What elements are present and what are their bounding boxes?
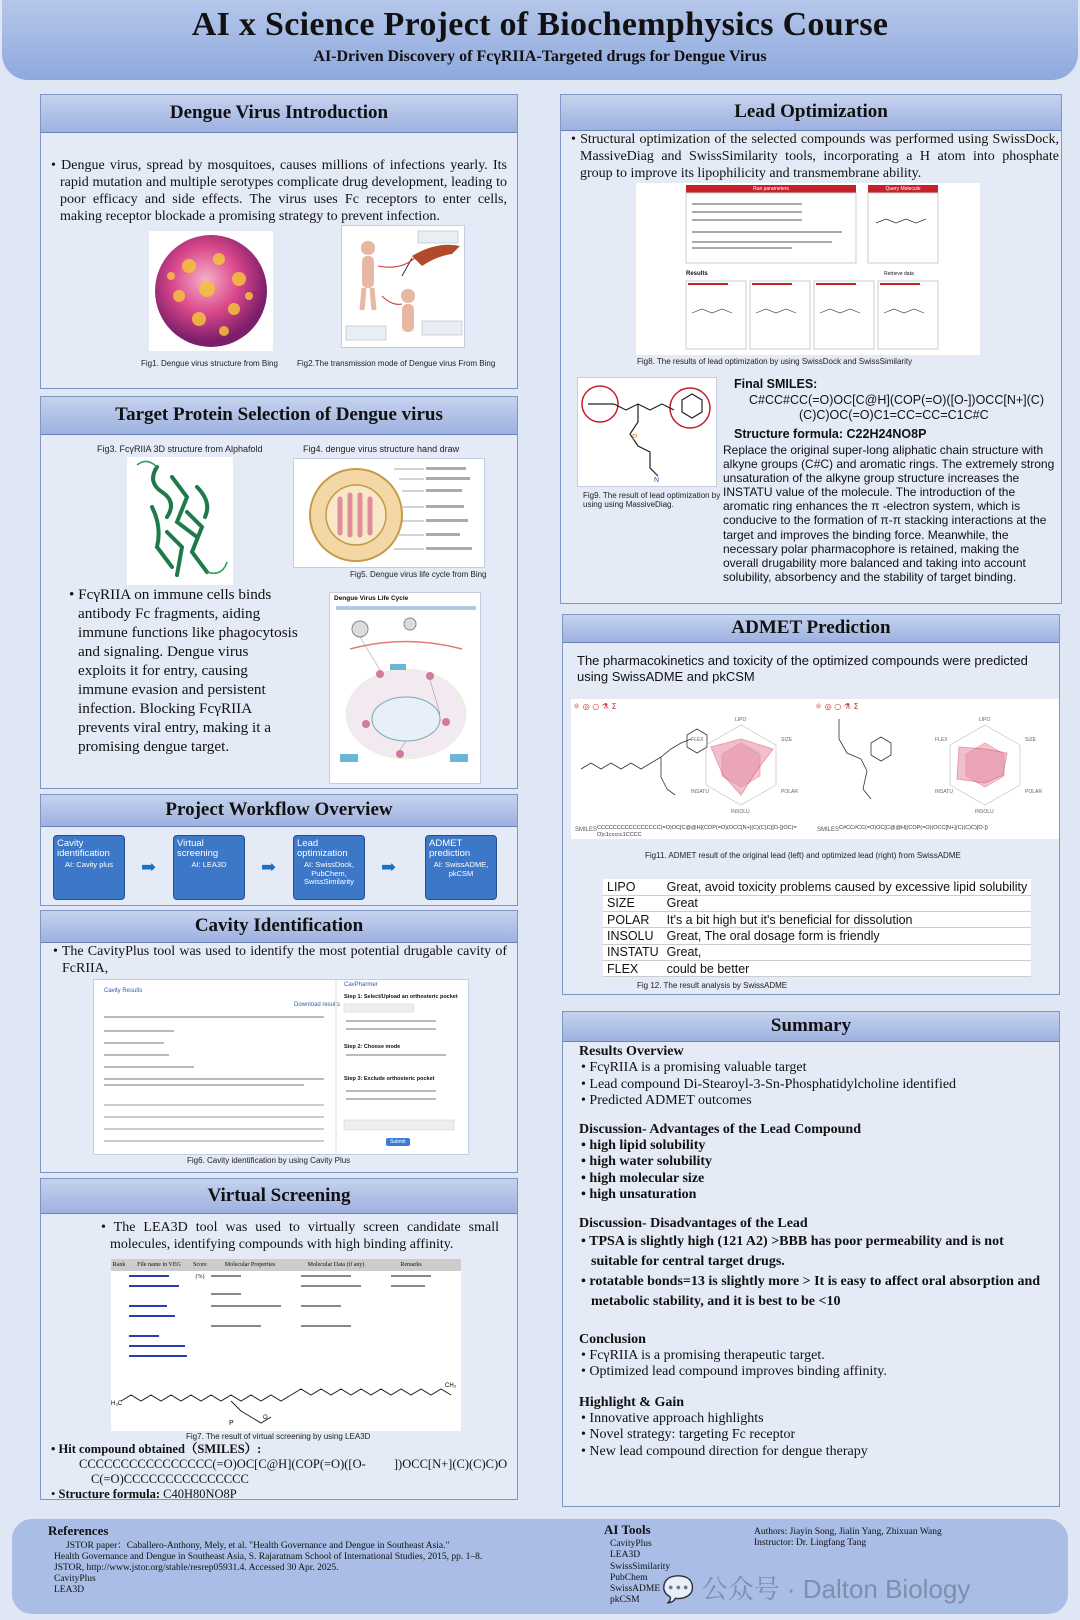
admet-property: LIPO (603, 879, 663, 895)
reference-line: Health Governance and Dengue in Southeast Asia, S. Rajaratnam School of International Studies, 2015, pp. 1–8. (54, 1552, 483, 1562)
reference-line: LEA3D (54, 1585, 85, 1595)
cavity-text: • The CavityPlus tool was used to identify the most potential drugable cavity of FcRIIA, (53, 944, 507, 976)
references-title: References (48, 1523, 109, 1538)
fig6-caption: Fig6. Cavity identification by using Cavity Plus (187, 1156, 351, 1165)
target-protein-title: Target Protein Selection of Dengue virus (41, 397, 517, 435)
summary-panel (562, 1011, 1060, 1507)
summary-item: • high water solubility (581, 1154, 713, 1169)
fig3-caption: Fig3. FcγRIIA 3D structure from Alphafold (97, 444, 263, 454)
lead-optimization-panel (560, 94, 1062, 604)
ai-tool-item: SwissADME (610, 1584, 661, 1595)
admet-panel (562, 614, 1060, 995)
admet-row (603, 895, 1031, 911)
summary-heading: Results Overview (579, 1044, 684, 1059)
summary-list (579, 1348, 1053, 1381)
svg-text:SIZE: SIZE (781, 737, 793, 743)
svg-text:⚛ ◎ ○ ⚗ Σ: ⚛ ◎ ○ ⚗ Σ (815, 702, 859, 711)
summary-heading: Discussion- Advantages of the Lead Compound (579, 1121, 861, 1137)
fig12-caption: Fig 12. The result analysis by SwissADME (637, 981, 788, 990)
admet-property: SIZE (603, 895, 663, 911)
workflow-step-screening: Virtual screening AI: LEA3D (173, 835, 245, 900)
final-formula: Structure formula: C22H24NO8P (734, 427, 927, 441)
ai-tool-item: PubChem (610, 1572, 648, 1583)
ai-tool-item: pkCSM (610, 1595, 640, 1606)
summary-heading: Highlight & Gain (579, 1394, 685, 1410)
lea3d-result-screenshot: Rank File name in VEG Score (%) Molecular Properties Molecular Data (if any) Remarks (111, 1259, 461, 1409)
svg-text:P: P (229, 1420, 234, 1427)
summary-list (579, 1138, 1053, 1204)
lead-optimization-text: • Structural optimization of the selected compounds was performed using SwissDock, MassiveDiag and SwissSimilarity tools, incorporating a H atom into phosphate group to improve its lipophilicity and transmembrane ability. (571, 132, 1060, 181)
workflow-panel (40, 794, 518, 906)
lead-optimization-title: Lead Optimization (561, 95, 1061, 131)
ai-tools-title: AI Tools (604, 1522, 651, 1537)
svg-text:FLEX: FLEX (691, 737, 704, 743)
admet-comment: could be better (663, 960, 1032, 976)
svg-text:FLEX: FLEX (935, 737, 948, 743)
dengue-virus-image (149, 231, 273, 351)
summary-title: Summary (563, 1012, 1059, 1042)
references-list (54, 1541, 482, 1596)
instructor-line: Instructor: Dr. Lingfang Tang (754, 1538, 867, 1548)
fig7-caption: Fig7. The result of virtual screening by using LEA3D (186, 1432, 371, 1441)
fcgriia-structure-image (127, 457, 233, 585)
svg-text:LIPO: LIPO (735, 717, 747, 723)
summary-heading: Discussion- Disadvantages of the Lead (579, 1215, 808, 1231)
reference-line: JSTOR paper：Caballero-Anthony, Mely, et al. "Health Governance and Dengue in Southeast Asia." (66, 1541, 450, 1551)
poster-title: AI x Science Project of Biochemphysics Course (191, 6, 889, 43)
summary-item: • New lead compound direction for dengue therapy (581, 1443, 868, 1459)
swissdock-result-screenshot: Run parameters Query Molecule Results Retrieve data (636, 183, 980, 355)
hit-formula: C40H80NO8P (163, 1487, 237, 1501)
summary-item: • Optimized lead compound improves binding affinity. (581, 1364, 887, 1379)
virus-structure-drawing (293, 458, 485, 568)
admet-row (603, 944, 1031, 960)
virtual-screening-title: Virtual Screening (41, 1179, 517, 1214)
summary-body (579, 1044, 1053, 1460)
transmission-diagram (341, 225, 465, 348)
fig8-caption: Fig8. The results of lead optimization by using SwissDock and SwissSimilarity (637, 357, 913, 366)
fig2-caption: Fig2.The transmission mode of Dengue virus From Bing (297, 359, 496, 368)
fig4-caption: Fig4. dengue virus structure hand draw (303, 444, 460, 454)
life-cycle-title: Dengue Virus Life Cycle (334, 595, 409, 602)
target-protein-text: • FcγRIIA on immune cells binds antibody Fc fragments, aiding immune functions like phagocytosis and signaling. Dengue virus exploits it for entry, causing immune evasion and persistent infection. Blocking FcγRIIA prevents viral entry, making it a promising dengue target. (69, 586, 298, 755)
swissadme-radar-screenshot: SMILES CCCCCCCCCCCCCCCC(=O)OC[C@@H](COP(=O)(OCC[N+](C)(C)C)[O-])OC(=O)c1ccccc1CCCC SMILES C#CC#CC(=O)OC[C@@H](COP(=O)(OCC[N+](C)(C)C)[O-]) ⚛ ◎ ○ ⚗ Σ ⚛ ◎ ○ ⚗ Σ LIPO SIZE POLAR INSOLU INSATU FLEX LIPO SIZE POLAR INSOLU INSATU FLEX (571, 699, 1059, 839)
summary-item: • high unsaturation (581, 1187, 697, 1202)
references-footer (12, 1519, 1068, 1614)
cavity-submit-button: Submit (386, 1138, 410, 1146)
admet-row (603, 879, 1031, 895)
admet-comment: It's a bit high but it's beneficial for dissolution (663, 912, 1032, 928)
svg-text:N: N (654, 477, 660, 484)
arrow-right-icon: ➡ (141, 857, 157, 877)
admet-property: FLEX (603, 960, 663, 976)
admet-comment: Great, avoid toxicity problems caused by excessive lipid solubility (663, 879, 1032, 895)
virtual-screening-text: • The LEA3D tool was used to virtually screen candidate small molecules, identifying compounds with high binding affinity. (101, 1220, 499, 1252)
summary-list (579, 1060, 1053, 1110)
svg-text:INSATU: INSATU (935, 789, 953, 795)
virtual-screening-panel (40, 1178, 518, 1500)
summary-list (579, 1411, 1053, 1461)
summary-item: • Lead compound Di-Stearoyl-3-Sn-Phosphatidylcholine identified (581, 1076, 957, 1092)
admet-comment: Great, The oral dosage form is friendly (663, 928, 1032, 944)
poster-subtitle: AI-Driven Discovery of FcγRIIA-Targeted drugs for Dengue Virus (313, 48, 767, 65)
summary-item: • Innovative approach highlights (581, 1410, 764, 1426)
summary-item: • FcγRIIA is a promising therapeutic target. (581, 1347, 825, 1363)
summary-heading: Conclusion (579, 1331, 646, 1347)
admet-row (603, 960, 1031, 976)
admet-property: INSOLU (603, 928, 663, 944)
workflow-step-lead: Lead optimization AI: SwissDock, PubChem, SwissSimilarity (293, 835, 365, 900)
admet-property: INSTATU (603, 944, 663, 960)
svg-text:POLAR: POLAR (781, 789, 798, 795)
svg-text:LIPO: LIPO (979, 717, 991, 723)
svg-text:POLAR: POLAR (1025, 789, 1042, 795)
wechat-icon: 💬 (662, 1574, 695, 1604)
summary-item: • TPSA is slightly high (121 A2) >BBB has poor permeability and is not suitable for central target drugs. (581, 1233, 1004, 1269)
admet-property: POLAR (603, 912, 663, 928)
summary-item: • high molecular size (581, 1170, 705, 1186)
authors-block (754, 1527, 942, 1549)
dengue-intro-panel (40, 94, 518, 389)
ai-tool-item: CavityPlus (610, 1539, 652, 1549)
admet-comment: Great (663, 895, 1032, 911)
authors-line: Authors: Jiayin Song, Jialin Yang, Zhixuan Wang (754, 1527, 942, 1537)
svg-text:INSOLU: INSOLU (975, 809, 994, 815)
svg-text:O: O (263, 1415, 268, 1421)
summary-item: • Novel strategy: targeting Fc receptor (581, 1427, 796, 1442)
svg-text:SIZE: SIZE (1025, 737, 1037, 743)
massivediag-molecule-image (577, 377, 717, 487)
svg-text:P: P (632, 433, 638, 442)
summary-item: • FcγRIIA is a promising valuable target (581, 1060, 807, 1075)
admet-comment: Great, (663, 944, 1032, 960)
cavity-plus-screenshot: Cavity Results Download results CavPharmer Step 1: Select/Upload an orthosteric pocket Step 2: Choose mode Step 3: Exclude orthosteric pocket Submit (93, 979, 469, 1155)
arrow-right-icon: ➡ (261, 857, 277, 877)
svg-text:H₃C: H₃C (111, 1401, 123, 1407)
summary-item: • high lipid solubility (581, 1137, 706, 1153)
final-smiles-label: Final SMILES: (734, 377, 818, 391)
svg-text:INSOLU: INSOLU (731, 809, 750, 815)
summary-list (579, 1232, 1053, 1312)
hit-compound: • Hit compound obtained（SMILES）: CCCCCCCCCCCCCCCC(=O)OC[C@H](COP(=O)([O- ])OCC[N+](C)(C)C)OC(=O)CCCCCCCCCCCCCCC • Structure formula: C40H80NO8P (49, 1442, 515, 1502)
cavity-panel (40, 910, 518, 1173)
dengue-intro-text: • Dengue virus, spread by mosquitoes, causes millions of infections yearly. Its rapid mutation and multiple serotypes complicate drug development, leading to poor efficacy and side effects. The virus uses Fc receptors to enter cells, making receptor blockade a promising strategy to prevent infection. (51, 158, 507, 224)
target-protein-panel (40, 396, 518, 789)
wechat-watermark: 💬 公众号 · Dalton Biology (662, 1574, 971, 1604)
svg-text:⚛ ◎ ○ ⚗ Σ: ⚛ ◎ ○ ⚗ Σ (573, 702, 617, 711)
title-banner (2, 0, 1078, 80)
lead-optimization-description: Replace the original super-long aliphatic chain structure with alkyne groups (C#C) and aromatic rings. The extremely strong unsaturation of the alkyne group structure increases the INSTATU value of the molecule. The introduction of the aromatic ring enhances the π -electron system, which is conducive to the formation of π-π stacking interactions at the target and improves the binding force. Meanwhile, the necessary polar pharmacophore is retained, making the overall drugability more balanced and taking into account solubility, absorbency and the stability of target binding. (723, 443, 1055, 584)
svg-text:CH₃: CH₃ (445, 1383, 457, 1389)
fig11-caption: Fig11. ADMET result of the original lead (left) and optimized lead (right) from SwissADME (645, 851, 961, 860)
admet-row (603, 912, 1031, 928)
summary-item: • rotatable bonds=13 is slightly more > It is easy to affect oral absorption and metabolic stability, and it is best to be <10 (581, 1273, 1041, 1309)
svg-text:INSATU: INSATU (691, 789, 709, 795)
ai-tool-item: SwissSimilarity (610, 1561, 671, 1572)
dengue-intro-title: Dengue Virus Introduction (41, 95, 517, 133)
ai-tool-item: LEA3D (610, 1550, 641, 1561)
reference-line: CavityPlus (54, 1574, 96, 1584)
workflow-title: Project Workflow Overview (41, 795, 517, 827)
workflow-step-admet: ADMET prediction AI: SwissADME, pkCSM (425, 835, 497, 900)
admet-text: The pharmacokinetics and toxicity of the optimized compounds were predicted using SwissADME and pkCSM (577, 653, 1028, 684)
fig9-caption: Fig9. The result of lead optimization by using using MassiveDiag. (583, 491, 721, 509)
admet-row (603, 928, 1031, 944)
fig1-caption: Fig1. Dengue virus structure from Bing (141, 359, 278, 368)
lea3d-molecule-structure (111, 1361, 461, 1431)
summary-item: • Predicted ADMET outcomes (581, 1093, 752, 1108)
virus-life-cycle-diagram (329, 592, 481, 784)
cavity-title: Cavity Identification (41, 911, 517, 943)
hit-smiles: CCCCCCCCCCCCCCCC(=O)OC[C@H](COP(=O)([O- ])OCC[N+](C)(C)C)OC(=O)CCCCCCCCCCCCCCC (79, 1457, 508, 1486)
admet-title: ADMET Prediction (563, 615, 1059, 643)
admet-analysis-table (603, 879, 1031, 977)
workflow-step-cavity: Cavity identification AI: Cavity plus (53, 835, 125, 900)
fig5-caption: Fig5. Dengue virus life cycle from Bing (350, 570, 487, 579)
final-smiles-text: C#CC#CC(=O)OC[C@H](COP(=O)([O-])OCC[N+](C) (C)C)OC(=O)C1=CC=CC=C1C#C (749, 393, 1044, 422)
reference-line: JSTOR, http://www.jstor.org/stable/resrep05931.4. Accessed 30 Apr. 2025. (54, 1563, 339, 1573)
arrow-right-icon: ➡ (381, 857, 397, 877)
